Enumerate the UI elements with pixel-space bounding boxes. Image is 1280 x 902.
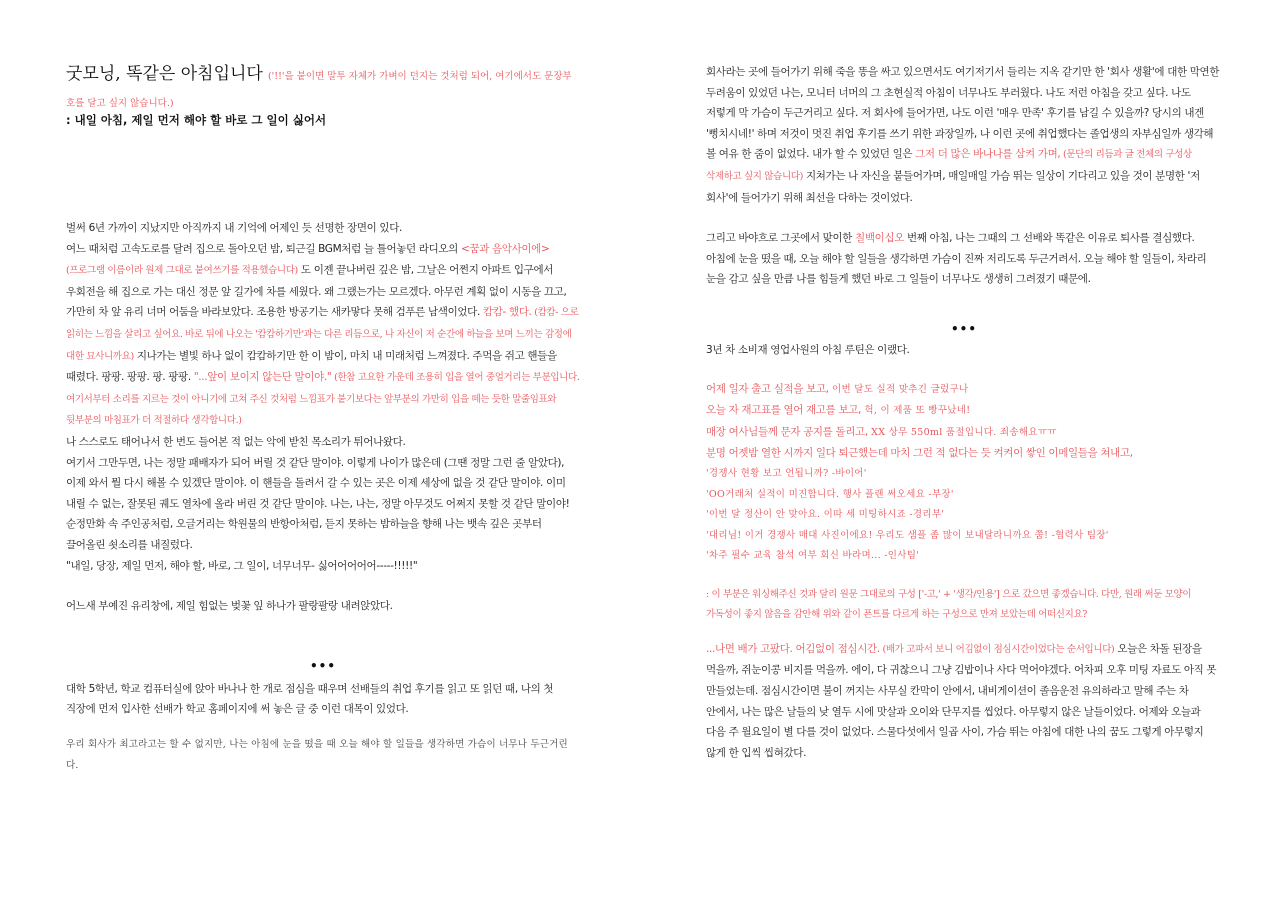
- routine-item-4: 분명 어젯밤 열한 시까지 일다 퇴근했는데 마치 그런 적 없다는 듯 켜켜이 쌓인 이메일들을 쳐내고,: [706, 447, 1133, 460]
- paragraph-4: 여기서 그만두면, 나는 정말 패배자가 되어 버릴 것 같단 말이야. 이렇게 나이가 많은데 (그땐 정말 그런 줄 알았다), 이제 와서 뭘 다시 해볼 수 있겠단 말이야. 이 핸들을 돌려서 갈 수 있는 곳은 이제 세상에 없을 것 같단 말이야. 이미 내릴 수 없는, 잘못된 궤도 열차에 올라 버린 것 같단 말이야. 나는, 나는, 정말 아무것도 어쩌지 못할 것 같단 말이야!: [66, 456, 570, 510]
- editor-note: (배가 고파서 보니 어김없이 점심시간이었다는 순서입니다): [879, 643, 1115, 655]
- spacer: [66, 617, 580, 659]
- spacer: [706, 361, 1222, 379]
- paragraph-6: "내일, 당장, 제일 먼저, 해야 할, 바로, 그 일이, 너무너무- 싫어어어어어-----!!!!!": [66, 559, 418, 572]
- paragraph-r3: 3년 차 소비재 영업사원의 아침 루틴은 이랬다.: [706, 343, 910, 356]
- email-list: [706, 464, 1222, 567]
- email-item: '대리님! 이거 경쟁사 매대 사진이에요! 우리도 샘플 좀 많이 보내달라니까요 쭘! -협력사 팀장': [706, 529, 1109, 541]
- right-column: [706, 62, 1222, 763]
- text-run: 번째 아침, 나는 그때의 그 선배와 똑같은 이유로 퇴사를 결심했다. 아침에 눈을 떴을 때, 오늘 해야 할 일들을 생각하면 가슴이 진짜 저리도록 두근거려서. 오늘 해야 할 일들이, 차라리 눈을 감고 싶을 만큼 나를 힘들게 했던 바로 그 일들이 너무나도 생생히 그려졌기 때문에.: [706, 232, 1207, 286]
- email-item: '이번 달 정산이 안 맞아요. 이따 세 미팅하시죠 -경리부': [706, 509, 945, 521]
- routine-item-1: [706, 379, 1222, 401]
- routine-action: 오늘 자 재고표를 열어 재고를 보고,: [706, 404, 862, 417]
- text-run: 오늘은 차돌 된장을 먹을까, 쥐눈이콩 비지를 먹을까. 에이, 다 귀찮으니 그냥 김밥이나 사다 먹어야겠다. 어차피 오후 미팅 자료도 아직 못 만들었는데. 점심시간이면 불이 꺼지는 사무실 칸막이 안에서, 내비게이션이 졸음운전 유의하라고 말해 주는 차 안에서, 나는 많은 날들의 낮 열두 시에 맛살과 오이와 단무지를 씹었다. 아무렇지 않은 날들이었다. 어제와 오늘과 다음 주 월요일이 별 다를 것이 없었다. 스물다섯에서 일곱 사이, 가슴 뛰는 아침에 대한 나의 꿈도 그렇게 아무렇지 않게 한 입씩 씹혀갔다.: [706, 642, 1217, 759]
- spacer: [706, 208, 1222, 228]
- email-item: 'OO거래처 실적이 미진합니다. 행사 플랜 써오세요 -부장': [706, 488, 954, 500]
- text-run: 지쳐가는 나 자신을 붙들어가며, 매일매일 가슴 뛰는 일상이 기다리고 있을 것이 분명한 '저 회사'에 들어가기 위해 최선을 다하는 것이었다.: [706, 169, 1200, 204]
- spacer: [706, 625, 1222, 639]
- highlight-text: 그저 더 많은 바나나를 삼켜 가며,: [915, 148, 1061, 161]
- routine-item-3: [706, 422, 1222, 444]
- text-run: 도 이젠 끝나버린 깊은 밤, 그날은 어쩐지 아파트 입구에서 우회전을 해 집으로 가는 대신 정문 앞 길가에 차를 세웠다. 왜 그랬는가는 모르겠다. 아무런 계획 없이 시동을 끄고, 가만히 차 앞 유리 너머 어둠을 바라보았다. 조용한 방공기는 새카맣다 못해 검푸른 남색이었다.: [66, 264, 567, 319]
- routine-item-2: [706, 400, 1222, 422]
- editor-note-block: : 이 부분은 워싱해주신 것과 달리 원문 그대로의 구성 ['-고,' + '생각/인용'] 으로 갔으면 좋겠습니다. 다만, 원래 써둔 모양이 가독성이 좋지 않음을 감안해 위와 같이 폰트를 다르게 하는 구성으로 만져 보았는데 어떠신지요?: [706, 588, 1192, 620]
- email-item: '차주 필수 교육 참석 여부 회신 바라며... -인사팀': [706, 550, 920, 562]
- editor-note: (문단의 리듬과 글 전체의 구성상 삭제하고 싶지 않습니다): [706, 149, 1192, 182]
- spacer: [706, 567, 1222, 585]
- radio-title: <꿈과 음악사이에>: [460, 242, 550, 255]
- highlight-number: 칠백이십오: [855, 232, 905, 245]
- paragraph-r2: [706, 228, 1222, 290]
- editor-note: (캄캄- 으로 읽히는 느낌을 살리고 싶어요. 바로 뒤에 나오는 '캄캄하기만'과는 다른 리듬으로, 나 자신이 저 순간에 하늘을 보며 느끼는 감정에 대한 묘사니까요): [66, 307, 579, 362]
- text-run: 지나가는 별빛 하나 없이 캄캄하기만 한 이 밤이, 마치 내 미래처럼 느껴졌다. 주먹을 쥐고 핸들을 때렸다. 팡팡. 팡팡. 팡. 팡팡.: [66, 349, 557, 384]
- text-run: 여느 때처럼 고속도로를 달려 집으로 돌아오던 밤, 퇴근길 BGM처럼 늘 틀어놓던 라디오의: [66, 242, 461, 255]
- routine-thought: 이번 달도 실적 맞추긴 글렀구나: [828, 383, 969, 395]
- page-subtitle: : 내일 아침, 제일 먼저 해야 할 바로 그 일이 싫어서: [66, 113, 327, 127]
- section-divider: •••: [950, 321, 977, 336]
- section-divider: •••: [309, 658, 336, 673]
- paragraph-5: 순정만화 속 주인공처럼, 오글거리는 학원물의 반항아처럼, 듣지 못하는 밤하늘을 향해 나는 뱃속 깊은 곳부터 끌어올린 쇳소리를 내질렀다.: [66, 518, 542, 551]
- highlight-quote: "...앞이 보이지 않는단 말이야.": [193, 371, 332, 384]
- text-run: 회사라는 곳에 들어가기 위해 죽을 똥을 싸고 있으면서도 여기저기서 들리는 지옥 같기만 한 '회사 생활'에 대한 막연한 두려움이 있었던 나는, 모니터 너머의 그 초현실적 아침이 너무나도 부러웠다. 나도 저런 아침을 갖고 싶다. 나도 저렇게 막 가슴이 두근거리고 싶다. 저 회사에 들어가면, 나도 이런 '매우 만족' 후기를 남길 수 있을까? 당시의 내겐 '뻥치시네!' 하며 저것이 멋진 취업 후기를 쓰기 위한 과장일까, 나 이런 곳에 취업했다는 졸업생의 자부심일까 생각해 볼 여유 한 줌이 없었다. 내가 할 수 있었던 일은: [706, 66, 1220, 161]
- paragraph-1: 벌써 6년 가까이 지났지만 아직까지 내 기억에 어제인 듯 선명한 장면이 있다.: [66, 222, 402, 234]
- highlight-text: ...나면 배가 고팠다. 어김없이 점심시간.: [706, 642, 880, 655]
- routine-thought: 헉, 이 제품 또 빵꾸났네!: [861, 405, 971, 417]
- editor-note: (한참 고요한 가운데 조용히 입을 열어 중얼거리는 부분입니다. 여기서부터 소리를 지르는 것이 아니기에 고쳐 주신 것처럼 느낌표가 붙기보다는 앞부분의 가만히 입을 떼는 듯한 말줄임표와 뒷부분의 마침표가 더 적절하다 생각합니다.): [66, 372, 580, 427]
- page-title: 굿모닝, 똑같은 아침입니다: [66, 64, 263, 84]
- spacer: [706, 290, 1222, 322]
- routine-thought: XX 상무 550ml 품절입니다. 죄송해요ㅠㅠ: [867, 426, 1057, 438]
- routine-action: 어제 일자 출고 실적을 보고,: [706, 382, 829, 395]
- paragraph-r1: [706, 62, 1222, 208]
- routine-action: 매장 여사님들께 문자 공지를 돌리고,: [706, 425, 868, 438]
- spacer: [66, 720, 580, 734]
- paragraph-2: [66, 239, 580, 432]
- paragraph-7: 어느새 부예진 유리창에, 제일 힘없는 벚꽃 잎 하나가 팔랑팔랑 내려앉았다.: [66, 600, 393, 613]
- title-note: ('!!'을 붙이면 말투 자체가 가벼이 던지는 것처럼 되어, 여기에서도 문장부호를 달고 싶지 않습니다.): [66, 71, 572, 109]
- quoted-passage: 우리 회사가 최고라고는 할 수 없지만, 나는 아침에 눈을 떴을 때 오늘 해야 할 일들을 생각하면 가슴이 너무나 두근거린다.: [66, 738, 568, 771]
- left-column: [66, 218, 580, 776]
- text-run: 그리고 바야흐로 그곳에서 맞이한: [706, 232, 856, 245]
- page-title-block: [66, 62, 580, 116]
- highlight-text: 캄캄- 했다.: [482, 306, 532, 319]
- paragraph-3: 나 스스로도 태어나서 한 번도 들어본 적 없는 악에 받친 목소리가 튀어나왔다.: [66, 435, 406, 448]
- paragraph-r4: [706, 639, 1222, 764]
- editor-note: (프로그램 이름이라 원제 그대로 붙여쓰기를 적용했습니다): [66, 265, 298, 277]
- spacer: [66, 576, 580, 596]
- email-item: '경쟁사 현황 보고 언됩니까? -바이어': [706, 467, 867, 479]
- paragraph-8: 대학 5학년, 학교 컴퓨터실에 앉아 바나나 한 개로 점심을 때우며 선배들의 취업 후기를 읽고 또 읽던 때, 나의 첫 직장에 먼저 입사한 선배가 학교 홈페이지에 써 놓은 글 중 이런 대목이 있었다.: [66, 682, 554, 716]
